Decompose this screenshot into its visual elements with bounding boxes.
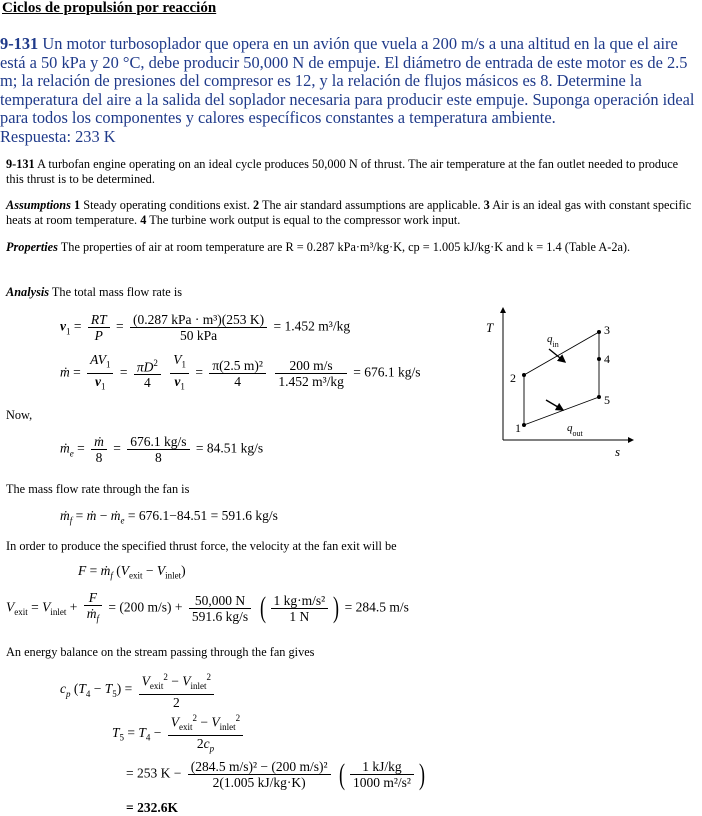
point-label-3: 3 xyxy=(604,323,610,337)
ts-diagram xyxy=(483,302,643,460)
q-out-label: $q_{out}$ xyxy=(567,422,583,438)
equation-mf: ṁ$_f$ = ṁ − ṁ$_e$ = 676.1−84.51 = 591.6 kg/s xyxy=(60,508,278,526)
solution-intro: 9-131 A turbofan engine operating on an ideal cycle produces 50,000 N of thrust. The air temperature at the fan outlet needed to produce this thrust is to be determined. xyxy=(6,157,679,186)
process-2-3 xyxy=(524,332,599,375)
final-result: = 232.6K xyxy=(126,800,178,815)
equation-t5: $T_5 = T_4$ − $\frac{V_{exit}^2 - V_{inlet}^2}{2c_p}$ xyxy=(112,711,246,757)
equation-energy-balance: $c_p$ $(T_4 - T_5)$ = $\frac{V_{exit}^2 - V_{inlet}^2}{2}$ xyxy=(60,670,217,710)
analysis-text: Analysis The total mass flow rate is xyxy=(6,285,183,299)
page-title: Ciclos de propulsión por reacción xyxy=(2,0,217,16)
properties: Properties The properties of air at room temperature are R = 0.287 kPa·m³/kg·K, cp = 1.005 kJ/kg·K and k = 1.4 (Table A-2a). xyxy=(6,240,631,254)
point-label-1: 1 xyxy=(515,421,521,435)
s-axis-label: s xyxy=(615,444,621,459)
problem-text: Un motor turbosoplador que opera en un avión que vuela a 200 m/s a una altitud en la que el aire está a 50 kPa y 20 °C, debe producir 50,000 N de empuje. El diámetro de entrada de este motor es de 2.5 m; la relación de presiones del compresor es 12, y la relación de flujos másicos es 8. Determine la temperatura del aire a la salida del soplador necesaria para producir este empuje. Suponga operación ideal para todos los componentes y calores específicos constantes a temperatura ambiente. xyxy=(0,34,695,127)
equation-v1: $v_1$ = $\frac{RT}{P}$ = $\frac{\text{(0.287 kPa · m³)(253 K)}}{\text{50 kPa}}$ = 1.452 m³/kg xyxy=(60,312,351,343)
q-in-label: $q_{in}$ xyxy=(547,333,559,349)
equation-thrust: F = ṁ$_f$ $(V_{exit} - V_{inlet})$ xyxy=(78,563,186,581)
point-label-2: 2 xyxy=(510,371,516,385)
equation-t5-numeric: = 253 K − $\frac{\text{(284.5 m/s)² − (200 m/s)²}}{2(1.005 kJ/kg\cdot K)}$ ( $\frac{1 kJ/kg}{\text{1000 m²/s²}}$ ) xyxy=(126,757,425,791)
state-point-2 xyxy=(522,373,526,377)
assumptions: Assumptions 1 Steady operating conditions exist. 2 The air standard assumptions are applicable. 3 Air is an ideal gas with constant specific heats at room temperature. 4 The turbine work output is equal to the compressor work input. xyxy=(6,198,692,227)
point-label-4: 4 xyxy=(604,352,610,366)
equation-mdot: ṁ = $\frac{AV_1}{v_1}$ = $\frac{\pi D^2}{4}$ $\frac{V_1}{v_1}$ = $\frac{\text{π(2.5 m)²}}{4}$ $\frac{200 m/s}{\text{1.452 m³/kg}}$ = 676.1 kg/s xyxy=(60,352,421,392)
now-text: Now, xyxy=(6,408,33,422)
problem-number: 9-131 xyxy=(0,34,39,53)
t-axis-label: T xyxy=(486,320,494,335)
state-point-5 xyxy=(597,395,601,399)
energy-text: An energy balance on the stream passing through the fan gives xyxy=(6,645,315,659)
state-point-1 xyxy=(522,423,526,427)
point-label-5: 5 xyxy=(604,393,610,407)
problem-answer: Respuesta: 233 K xyxy=(0,126,116,146)
velocity-text: In order to produce the specified thrust force, the velocity at the fan exit will be xyxy=(6,539,397,553)
process-5-1 xyxy=(524,397,599,425)
state-point-4 xyxy=(597,357,601,361)
equation-vexit: $V_{exit} = V_{inlet}$ + $\frac{F}{ṁ_f}$ = (200 m/s) + $\frac{50,000 N}{591.6 kg/s}$ ( $\frac{\text{1 kg·m/s²}}{1 N}$ ) = 284.5 m/s xyxy=(6,590,409,625)
fan-mass-text: The mass flow rate through the fan is xyxy=(6,482,190,496)
q-in-arrow xyxy=(549,349,565,362)
state-point-3 xyxy=(597,330,601,334)
equation-me: ṁ$_e$ = $\frac{\text{ṁ}}{8}$ = $\frac{676.1 kg/s}{8}$ = 84.51 kg/s xyxy=(60,434,264,465)
problem-statement xyxy=(0,35,700,146)
q-out-arrow xyxy=(546,400,563,410)
